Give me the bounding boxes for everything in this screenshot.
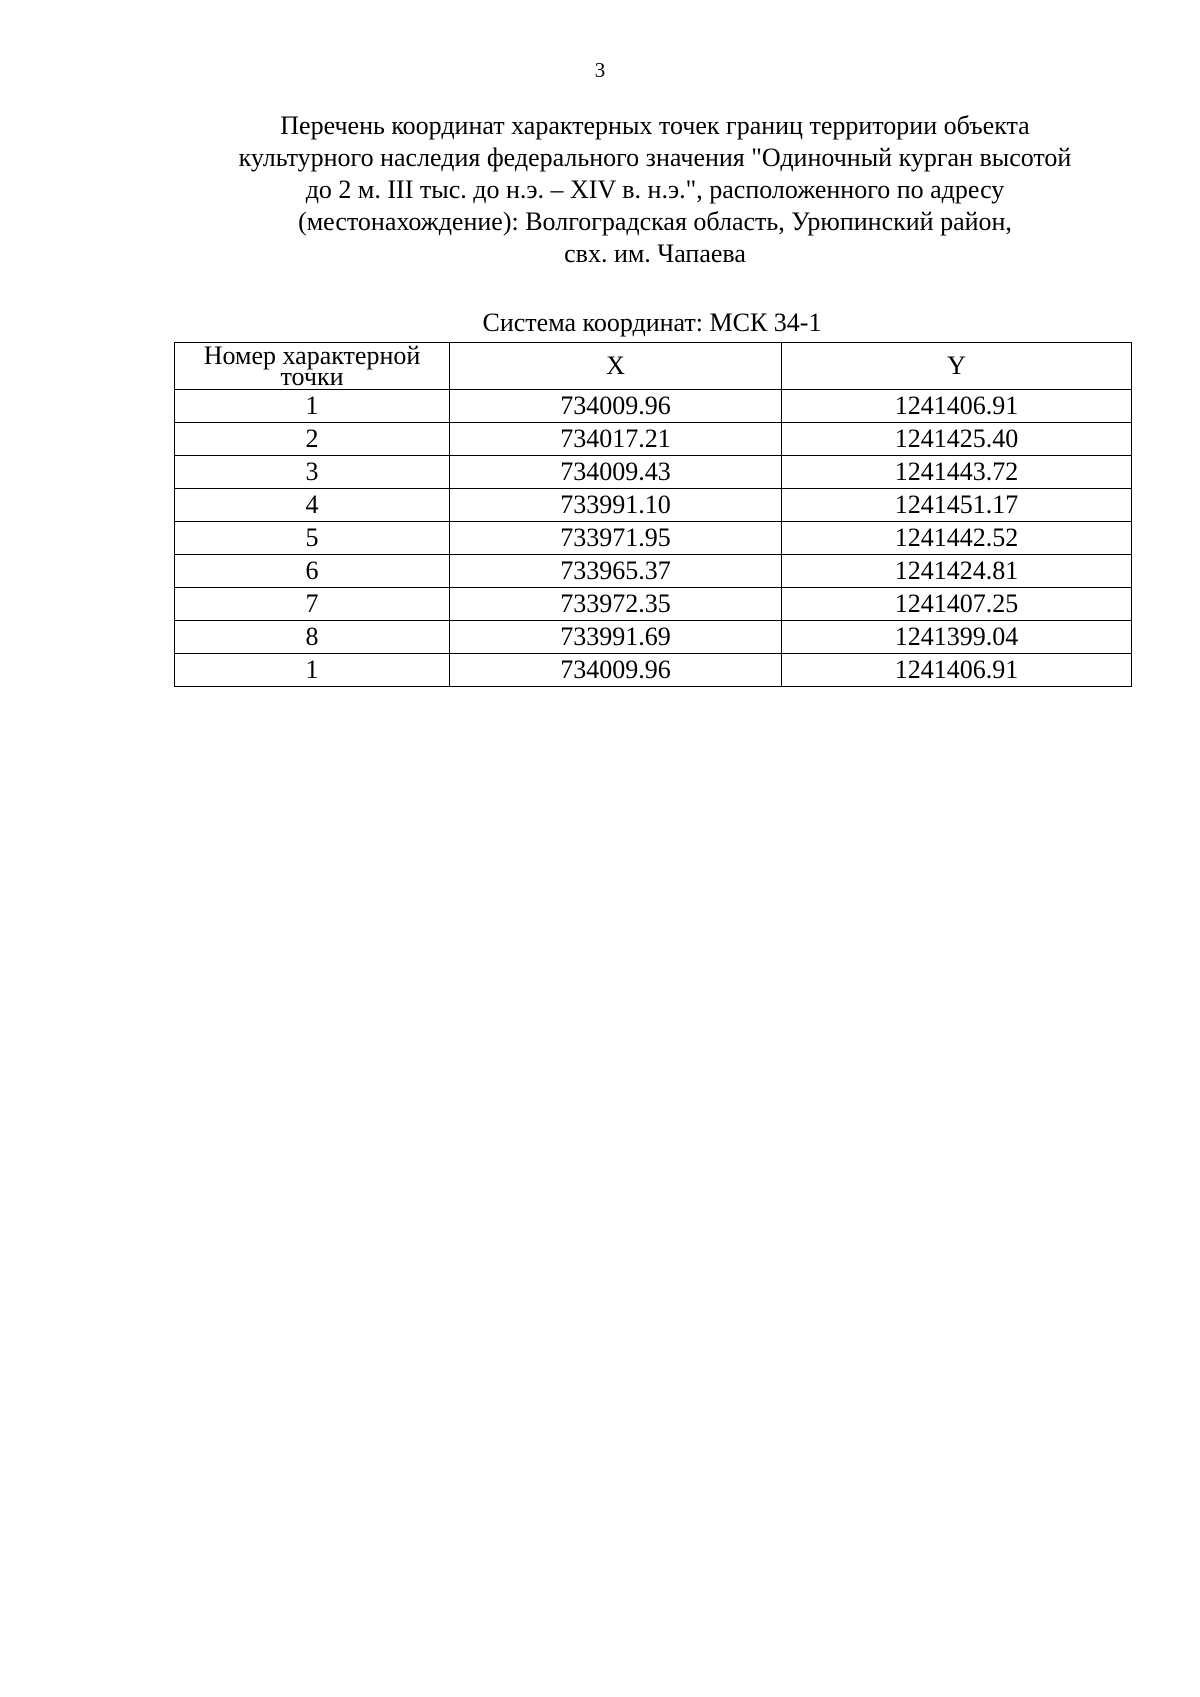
- cell-point: 1: [175, 390, 450, 423]
- table-row: [175, 423, 1132, 456]
- table-row: [175, 390, 1132, 423]
- table-row: [175, 522, 1132, 555]
- cell-x: 733991.10: [450, 489, 782, 522]
- cell-point: 7: [175, 588, 450, 621]
- header-point-number-line1: Номер характерной: [203, 341, 421, 370]
- cell-point: 5: [175, 522, 450, 555]
- cell-y: 1241406.91: [782, 654, 1132, 687]
- document-title: [180, 110, 1130, 270]
- cell-x: 734017.21: [450, 423, 782, 456]
- table-row: [175, 588, 1132, 621]
- header-point-number: [175, 343, 450, 390]
- cell-point: 8: [175, 621, 450, 654]
- cell-y: 1241425.40: [782, 423, 1132, 456]
- cell-point: 4: [175, 489, 450, 522]
- table-row: [175, 654, 1132, 687]
- title-line: Перечень координат характерных точек границ территории объекта: [280, 111, 1030, 140]
- cell-y: 1241451.17: [782, 489, 1132, 522]
- cell-y: 1241406.91: [782, 390, 1132, 423]
- cell-x: 733991.69: [450, 621, 782, 654]
- cell-point: 1: [175, 654, 450, 687]
- cell-point: 2: [175, 423, 450, 456]
- title-line: до 2 м. III тыс. до н.э. – XIV в. н.э.", расположенного по адресу: [305, 175, 1005, 204]
- table-row: [175, 456, 1132, 489]
- cell-y: 1241399.04: [782, 621, 1132, 654]
- cell-x: 733972.35: [450, 588, 782, 621]
- cell-point: 6: [175, 555, 450, 588]
- cell-point: 3: [175, 456, 450, 489]
- cell-y: 1241424.81: [782, 555, 1132, 588]
- cell-x: 734009.43: [450, 456, 782, 489]
- page-number: 3: [594, 58, 606, 82]
- table-row: [175, 621, 1132, 654]
- table-row: [175, 489, 1132, 522]
- table-header-row: [175, 343, 1132, 390]
- cell-x: 734009.96: [450, 654, 782, 687]
- title-line: (местонахождение): Волгоградская область, Урюпинский район,: [298, 207, 1012, 236]
- coordinate-system-caption: Система координат: МСК 34-1: [482, 308, 822, 337]
- cell-x: 734009.96: [450, 390, 782, 423]
- header-point-number-line2: точки: [280, 362, 344, 391]
- cell-y: 1241442.52: [782, 522, 1132, 555]
- header-x: X: [450, 343, 782, 390]
- title-line: культурного наследия федерального значения "Одиночный курган высотой: [238, 143, 1072, 172]
- title-line: свх. им. Чапаева: [564, 239, 746, 268]
- cell-y: 1241443.72: [782, 456, 1132, 489]
- coordinates-table: [174, 342, 1132, 687]
- cell-x: 733971.95: [450, 522, 782, 555]
- header-y: Y: [782, 343, 1132, 390]
- table-row: [175, 555, 1132, 588]
- cell-x: 733965.37: [450, 555, 782, 588]
- cell-y: 1241407.25: [782, 588, 1132, 621]
